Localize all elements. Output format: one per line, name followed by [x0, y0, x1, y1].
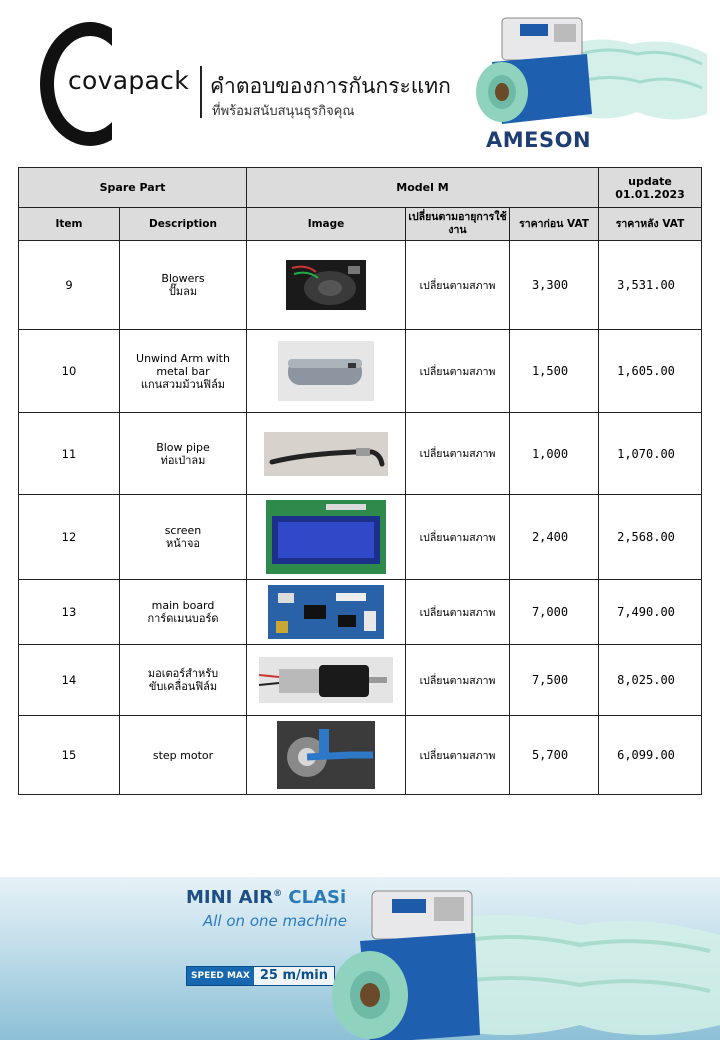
- price-before-vat: 5,700: [510, 716, 599, 795]
- image-cell: [247, 645, 406, 716]
- condition-cell: เปลี่ยนตามสภาพ: [406, 241, 510, 330]
- image-cell: [247, 330, 406, 413]
- col-item-header: Item: [19, 208, 120, 241]
- price-after-vat: 8,025.00: [599, 645, 702, 716]
- description-cell: [120, 330, 247, 413]
- update-label: update: [628, 174, 672, 188]
- price-after-vat: 6,099.00: [599, 716, 702, 795]
- header-divider: [200, 66, 202, 118]
- update-header: [599, 168, 702, 208]
- screen-photo: [266, 500, 386, 574]
- item-number: 10: [19, 330, 120, 413]
- price-after-vat: 1,605.00: [599, 330, 702, 413]
- spare-parts-table: [18, 167, 702, 795]
- col-description-header: Description: [120, 208, 247, 241]
- table-row: [19, 330, 702, 413]
- banner-subtitle: All on one machine: [203, 912, 347, 930]
- blower-photo: [286, 260, 366, 310]
- condition-cell: เปลี่ยนตามสภาพ: [406, 413, 510, 495]
- col-price-after-header: ราคาหลัง VAT: [599, 208, 702, 241]
- condition-cell: เปลี่ยนตามสภาพ: [406, 495, 510, 580]
- mini-air-clasi-banner: [0, 877, 720, 1040]
- page-header: [0, 0, 720, 165]
- item-number: 15: [19, 716, 120, 795]
- condition-cell: เปลี่ยนตามสภาพ: [406, 645, 510, 716]
- price-before-vat: 1,000: [510, 413, 599, 495]
- brand-name: covapack: [68, 66, 189, 95]
- description-th: แกนสวมม้วนฟิล์ม: [140, 377, 226, 391]
- description-cell: [120, 716, 247, 795]
- price-after-vat: 2,568.00: [599, 495, 702, 580]
- banner-machine-image: [300, 885, 720, 1040]
- unwind-arm-photo: [278, 341, 374, 401]
- item-number: 13: [19, 580, 120, 645]
- description-cell: [120, 241, 247, 330]
- col-image-header: Image: [247, 208, 406, 241]
- description-en: Blowers: [161, 272, 205, 285]
- banner-title-mini-air: MINI AIR: [186, 887, 274, 908]
- item-number: 11: [19, 413, 120, 495]
- image-cell: [247, 580, 406, 645]
- description-en: screen: [164, 524, 202, 537]
- price-after-vat: 1,070.00: [599, 413, 702, 495]
- header-subtagline: ที่พร้อมสนับสนุนธุรกิจคุณ: [212, 104, 355, 119]
- registered-mark: ®: [273, 889, 283, 899]
- table-column-header-row: [19, 208, 702, 241]
- table-row: [19, 241, 702, 330]
- description-en: main board: [151, 599, 215, 612]
- price-before-vat: 7,500: [510, 645, 599, 716]
- price-after-vat: 3,531.00: [599, 241, 702, 330]
- description-th: ขับเคลื่อนฟิล์ม: [148, 680, 218, 693]
- film-motor-photo: [259, 657, 393, 703]
- table-row: [19, 645, 702, 716]
- main-board-photo: [268, 585, 384, 639]
- description-cell: [120, 495, 247, 580]
- model-header: Model M: [247, 168, 599, 208]
- banner-title-clasi: CLASi: [282, 887, 347, 908]
- condition-cell: เปลี่ยนตามสภาพ: [406, 330, 510, 413]
- item-number: 9: [19, 241, 120, 330]
- price-before-vat: 2,400: [510, 495, 599, 580]
- image-cell: [247, 716, 406, 795]
- item-number: 12: [19, 495, 120, 580]
- description-cell: [120, 580, 247, 645]
- table-header-row: [19, 168, 702, 208]
- price-before-vat: 3,300: [510, 241, 599, 330]
- speed-value: 25 m/min: [254, 967, 334, 985]
- description-en: Blow pipe: [156, 440, 210, 454]
- condition-cell: เปลี่ยนตามสภาพ: [406, 580, 510, 645]
- price-after-vat: 7,490.00: [599, 580, 702, 645]
- table-row: [19, 413, 702, 495]
- blow-pipe-photo: [264, 432, 388, 476]
- spare-part-header: Spare Part: [19, 168, 247, 208]
- ameson-logo: AMESON: [486, 128, 592, 152]
- table-row: [19, 716, 702, 795]
- image-cell: [247, 413, 406, 495]
- description-th: ปั๊มลม: [168, 285, 198, 298]
- price-before-vat: 7,000: [510, 580, 599, 645]
- description-th: หน้าจอ: [166, 537, 200, 550]
- description-cell: [120, 645, 247, 716]
- condition-cell: เปลี่ยนตามสภาพ: [406, 716, 510, 795]
- col-change-header: เปลี่ยนตามอายุการใช้งาน: [406, 208, 510, 241]
- header-tagline: คำตอบของการกันกระแทก: [210, 74, 451, 98]
- description-cell: [120, 413, 247, 495]
- air-cushion-machine-image: [462, 14, 712, 132]
- image-cell: [247, 241, 406, 330]
- update-date: 01.01.2023: [615, 187, 685, 201]
- step-motor-photo: [277, 721, 375, 789]
- speed-label: SPEED MAX: [187, 967, 254, 985]
- table-row: [19, 495, 702, 580]
- image-cell: [247, 495, 406, 580]
- col-price-before-header: ราคาก่อน VAT: [510, 208, 599, 241]
- description-th: การ์ดเมนบอร์ด: [147, 612, 219, 625]
- price-before-vat: 1,500: [510, 330, 599, 413]
- table-row: [19, 580, 702, 645]
- item-number: 14: [19, 645, 120, 716]
- description-en: มอเตอร์สำหรับ: [147, 667, 219, 680]
- description-th: ท่อเป่าลม: [160, 453, 206, 467]
- description-en: Unwind Arm with metal bar: [136, 351, 230, 378]
- description-en: step motor: [152, 748, 214, 762]
